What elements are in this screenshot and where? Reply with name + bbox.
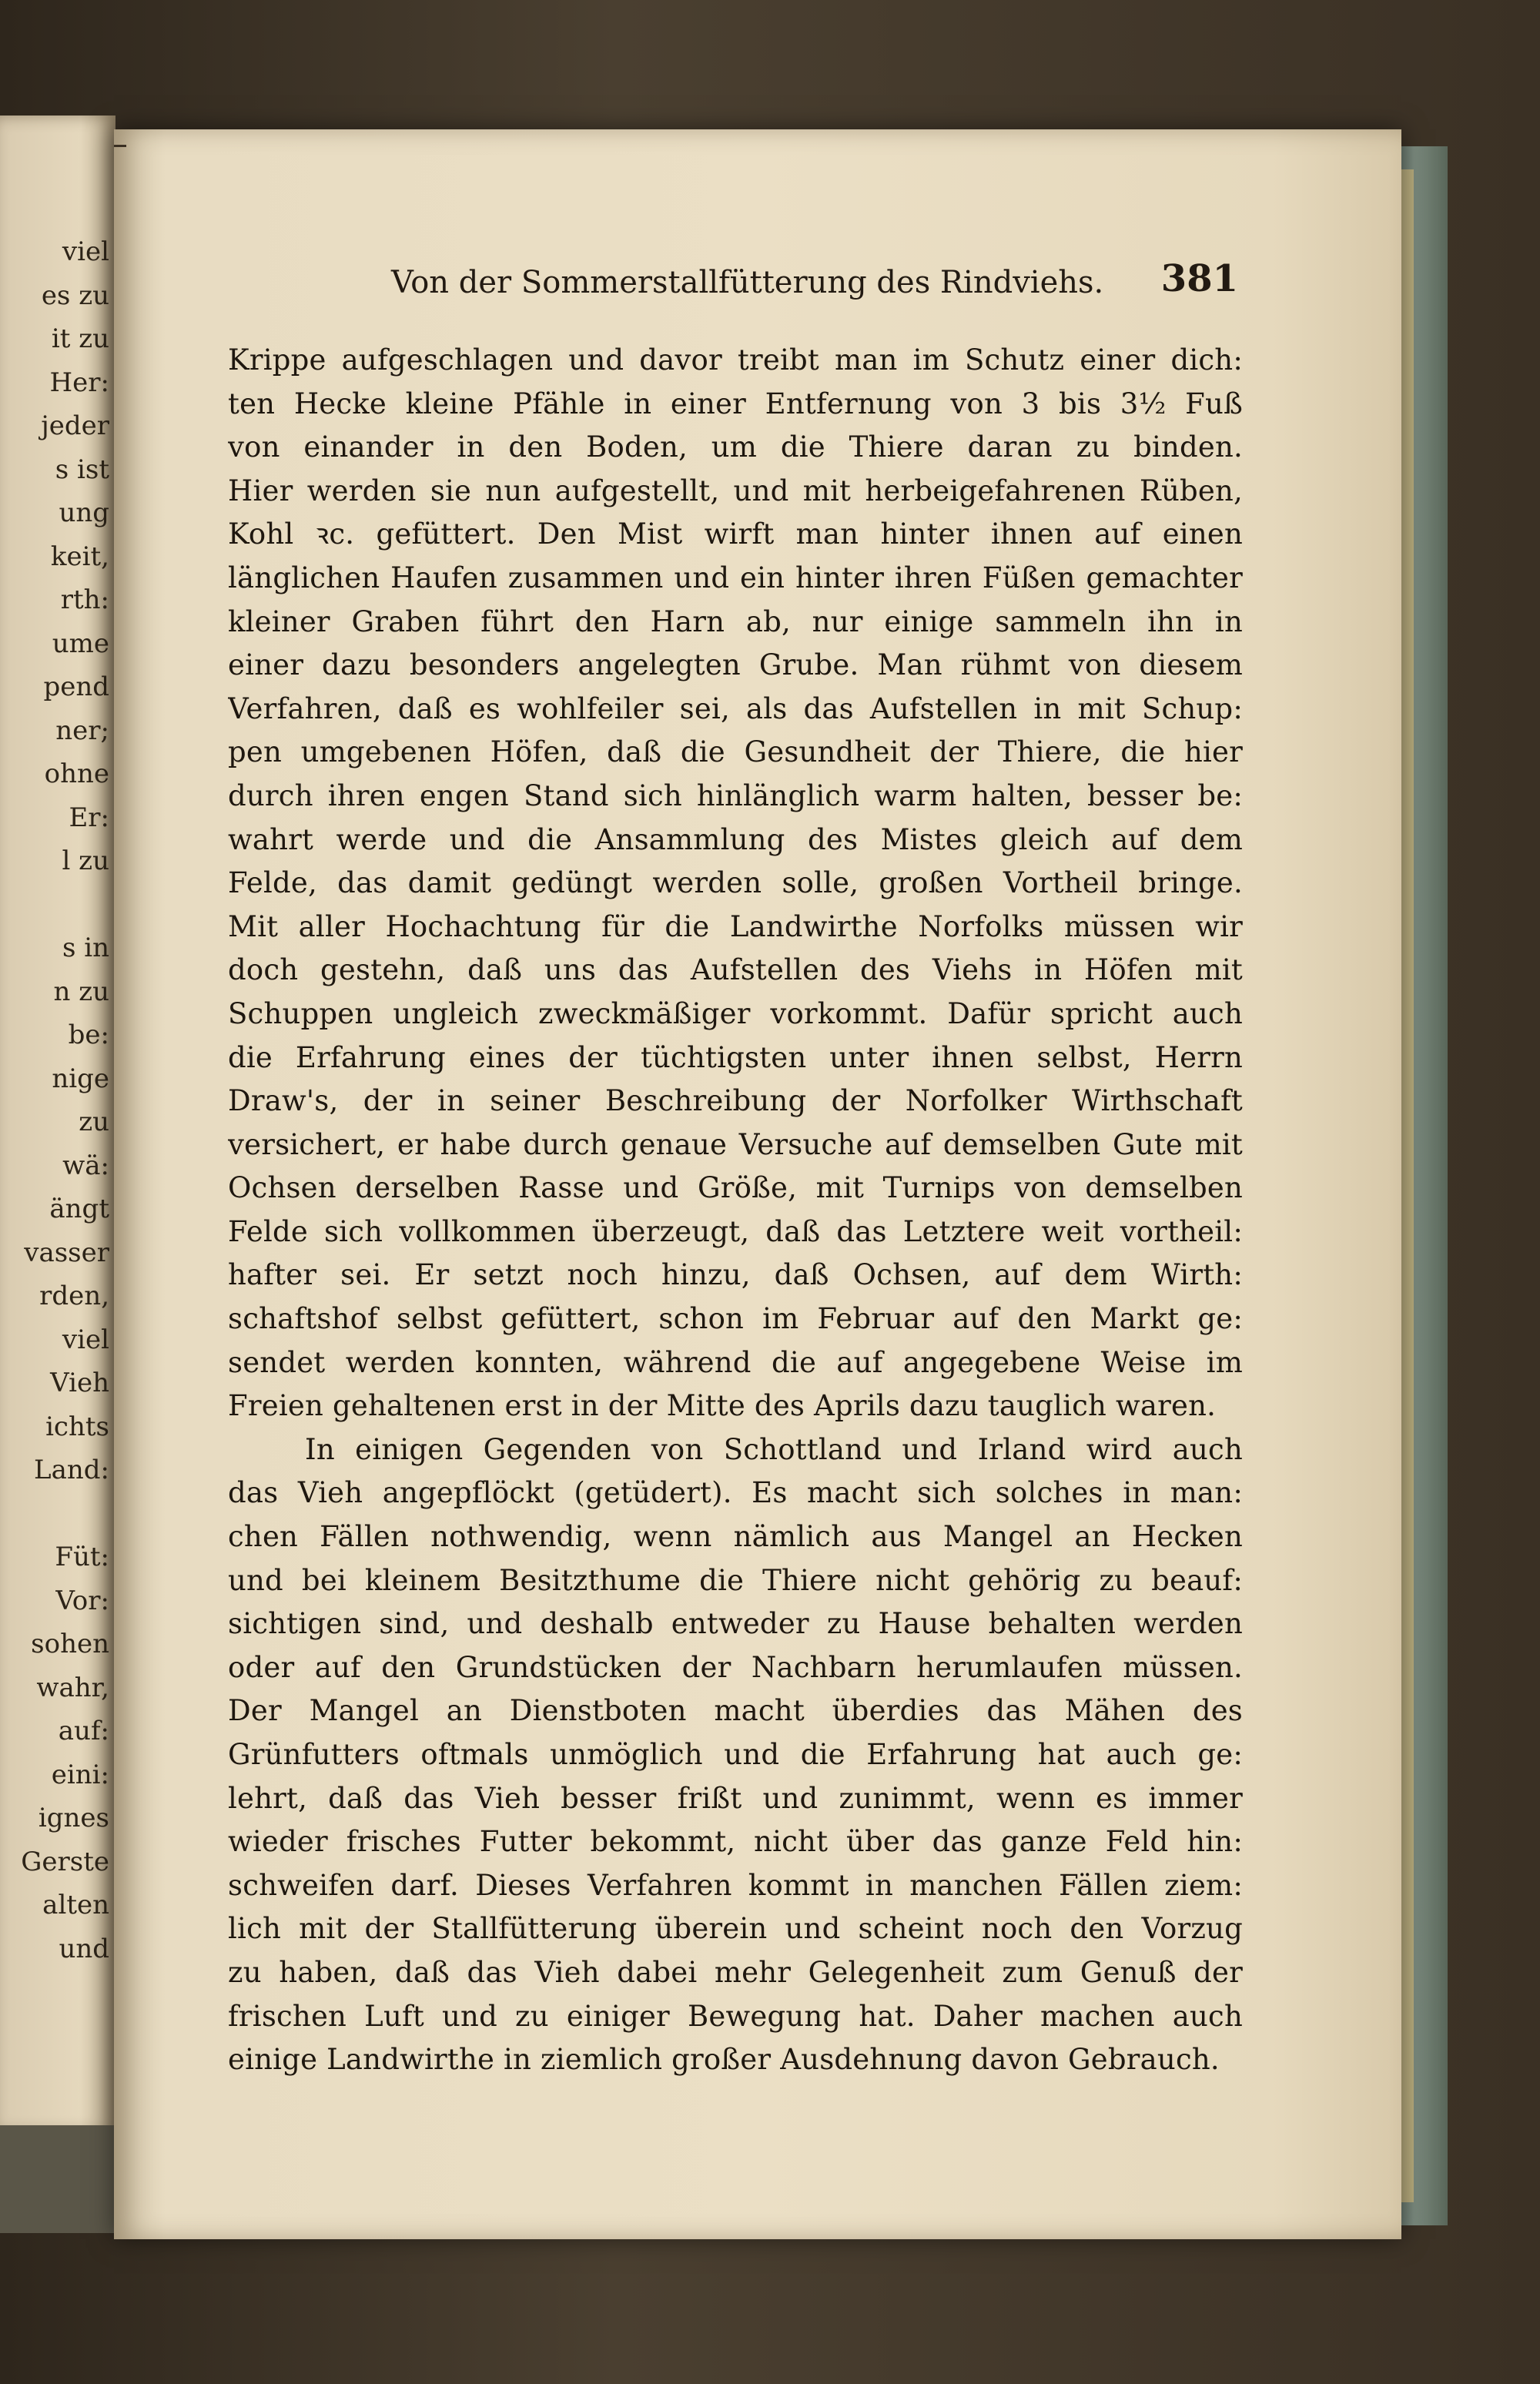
left-margin-fragment: l zu: [62, 845, 109, 876]
left-margin-fragment: und: [59, 1933, 109, 1964]
left-margin-fragment: vasser: [24, 1237, 109, 1268]
text-line: länglichen Haufen zusammen und ein hinter ihren Füßen gemachter: [228, 561, 1243, 594]
text-line: Krippe aufgeschlagen und davor treibt man im Schutz einer dich:: [228, 343, 1243, 377]
left-margin-fragment: viel: [62, 1324, 109, 1355]
text-line: Verfahren, daß es wohlfeiler sei, als das Aufstellen in mit Schup:: [228, 691, 1243, 725]
left-margin-fragment: Vor:: [55, 1585, 109, 1616]
text-line: Schuppen ungleich zweckmäßiger vorkommt. Dafür spricht auch: [228, 996, 1243, 1030]
left-margin-fragment: wahr,: [36, 1672, 109, 1703]
text-line: Mit aller Hochachtung für die Landwirthe Norfolks müssen wir: [228, 909, 1243, 943]
text-line: Der Mangel an Dienstboten macht überdies das Mähen des: [228, 1694, 1243, 1728]
left-margin-fragment: be:: [68, 1020, 109, 1050]
text-line: Felde sich vollkommen überzeugt, daß das Letztere weit vortheil:: [228, 1214, 1243, 1248]
text-line: wahrt werde und die Ansammlung des Mistes gleich auf dem: [228, 822, 1243, 856]
left-margin-fragment: Vieh: [50, 1368, 109, 1398]
page-number: 381: [1160, 257, 1238, 300]
text-line: pen umgebenen Höfen, daß die Gesundheit der Thiere, die hier: [228, 735, 1243, 769]
text-line: wieder frisches Futter bekommt, nicht über das ganze Feld hin:: [228, 1825, 1243, 1859]
text-line: und bei kleinem Besitzthume die Thiere nicht gehörig zu beauf:: [228, 1563, 1243, 1597]
text-line: In einigen Gegenden von Schottland und Irland wird auch: [305, 1432, 1243, 1466]
text-line: ten Hecke kleine Pfähle in einer Entfernung von 3 bis 3½ Fuß: [228, 387, 1243, 420]
text-line: zu haben, daß das Vieh dabei mehr Gelegenheit zum Genuß der: [228, 1955, 1243, 1989]
left-margin-fragment: Füt:: [55, 1542, 109, 1572]
book-page: [114, 129, 1401, 2239]
text-line: schaftshof selbst gefüttert, schon im Februar auf den Markt ge:: [228, 1302, 1243, 1336]
text-line: lehrt, daß das Vieh besser frißt und zunimmt, wenn es immer: [228, 1781, 1243, 1815]
left-margin-fragment: ner;: [55, 715, 109, 746]
text-line: Kohl ꝛc. gefüttert. Den Mist wirft man hinter ihnen auf einen: [228, 517, 1243, 551]
left-margin-fragment: pend: [43, 671, 109, 702]
margin-mark: [114, 145, 126, 147]
text-line: schweifen darf. Dieses Verfahren kommt in manchen Fällen ziem:: [228, 1868, 1243, 1902]
left-margin-fragment: ohne: [44, 758, 109, 789]
left-margin-fragment: alten: [42, 1890, 109, 1920]
text-line: von einander in den Boden, um die Thiere daran zu binden.: [228, 430, 1243, 464]
left-margin-fragment: ume: [52, 628, 109, 659]
text-line: sendet werden konnten, während die auf angegebene Weise im: [228, 1345, 1243, 1379]
left-margin-fragment: rden,: [39, 1281, 109, 1311]
text-line: Freien gehaltenen erst in der Mitte des Aprils dazu tauglich waren.: [228, 1389, 1217, 1423]
left-margin-fragment: sohen: [31, 1629, 109, 1659]
text-line: doch gestehn, daß uns das Aufstellen des Viehs in Höfen mit: [228, 953, 1243, 987]
left-page-edge: [0, 116, 116, 2133]
text-line: die Erfahrung eines der tüchtigsten unter ihnen selbst, Herrn: [228, 1040, 1243, 1074]
text-line: versichert, er habe durch genaue Versuche auf demselben Gute mit: [228, 1127, 1243, 1161]
text-line: oder auf den Grundstücken der Nachbarn herumlaufen müssen.: [228, 1650, 1243, 1684]
left-margin-fragment: wä:: [62, 1150, 109, 1181]
text-line: einige Landwirthe in ziemlich großer Ausdehnung davon Gebrauch.: [228, 2043, 1220, 2077]
left-margin-fragment: rth:: [60, 584, 109, 615]
left-margin-fragment: ignes: [38, 1803, 109, 1833]
right-page-stack-edge: [1401, 169, 1414, 2202]
left-margin-fragment: keit,: [50, 541, 109, 572]
left-margin-fragment: eini:: [51, 1759, 109, 1790]
text-line: durch ihren engen Stand sich hinlänglich warm halten, besser be:: [228, 778, 1243, 812]
left-margin-fragment: Er:: [69, 802, 109, 833]
text-line: Felde, das damit gedüngt werden solle, großen Vortheil bringe.: [228, 866, 1243, 900]
text-line: frischen Luft und zu einiger Bewegung hat. Daher machen auch: [228, 1999, 1243, 2033]
left-margin-fragment: auf:: [58, 1716, 109, 1746]
text-line: Ochsen derselben Rasse und Größe, mit Turnips von demselben: [228, 1171, 1243, 1205]
left-margin-fragment: jeder: [41, 410, 109, 441]
text-line: sichtigen sind, und deshalb entweder zu Hause behalten werden: [228, 1607, 1243, 1641]
text-line: hafter sei. Er setzt noch hinzu, daß Ochsen, auf dem Wirth:: [228, 1258, 1243, 1292]
text-line: kleiner Graben führt den Harn ab, nur einige sammeln ihn in: [228, 604, 1243, 638]
text-line: lich mit der Stallfütterung überein und scheint noch den Vorzug: [228, 1912, 1243, 1946]
left-margin-fragment: zu: [79, 1107, 109, 1137]
left-margin-fragment: Land:: [34, 1455, 109, 1485]
text-line: chen Fällen nothwendig, wenn nämlich aus Mangel an Hecken: [228, 1520, 1243, 1554]
left-margin-fragment: Her:: [49, 367, 109, 398]
text-line: Grünfutters oftmals unmöglich und die Erfahrung hat auch ge:: [228, 1738, 1243, 1771]
text-line: Hier werden sie nun aufgestellt, und mit herbeigefahrenen Rüben,: [228, 474, 1243, 507]
running-head: Von der Sommerstallfütterung des Rindviehs.: [391, 265, 1104, 300]
text-line: einer dazu besonders angelegten Grube. Man rühmt von diesem: [228, 648, 1243, 682]
left-margin-fragment: n zu: [53, 976, 109, 1007]
text-line: das Vieh angepflöckt (getüdert). Es macht sich solches in man:: [228, 1476, 1243, 1510]
left-margin-fragment: es zu: [41, 280, 109, 311]
left-margin-fragment: s in: [62, 933, 109, 963]
left-margin-fragment: s ist: [55, 454, 109, 485]
left-margin-fragment: Gerste: [21, 1846, 109, 1877]
left-margin-fragment: ängt: [49, 1194, 109, 1224]
left-margin-fragment: ung: [59, 497, 109, 528]
left-margin-fragment: ichts: [45, 1411, 109, 1442]
left-margin-fragment: viel: [62, 236, 109, 267]
text-line: Draw's, der in seiner Beschreibung der Norfolker Wirthschaft: [228, 1084, 1243, 1118]
left-margin-fragment: nige: [52, 1063, 109, 1094]
body-text: [228, 339, 1243, 2082]
left-cover-corner: [0, 2125, 131, 2233]
left-margin-fragment: it zu: [51, 323, 109, 354]
